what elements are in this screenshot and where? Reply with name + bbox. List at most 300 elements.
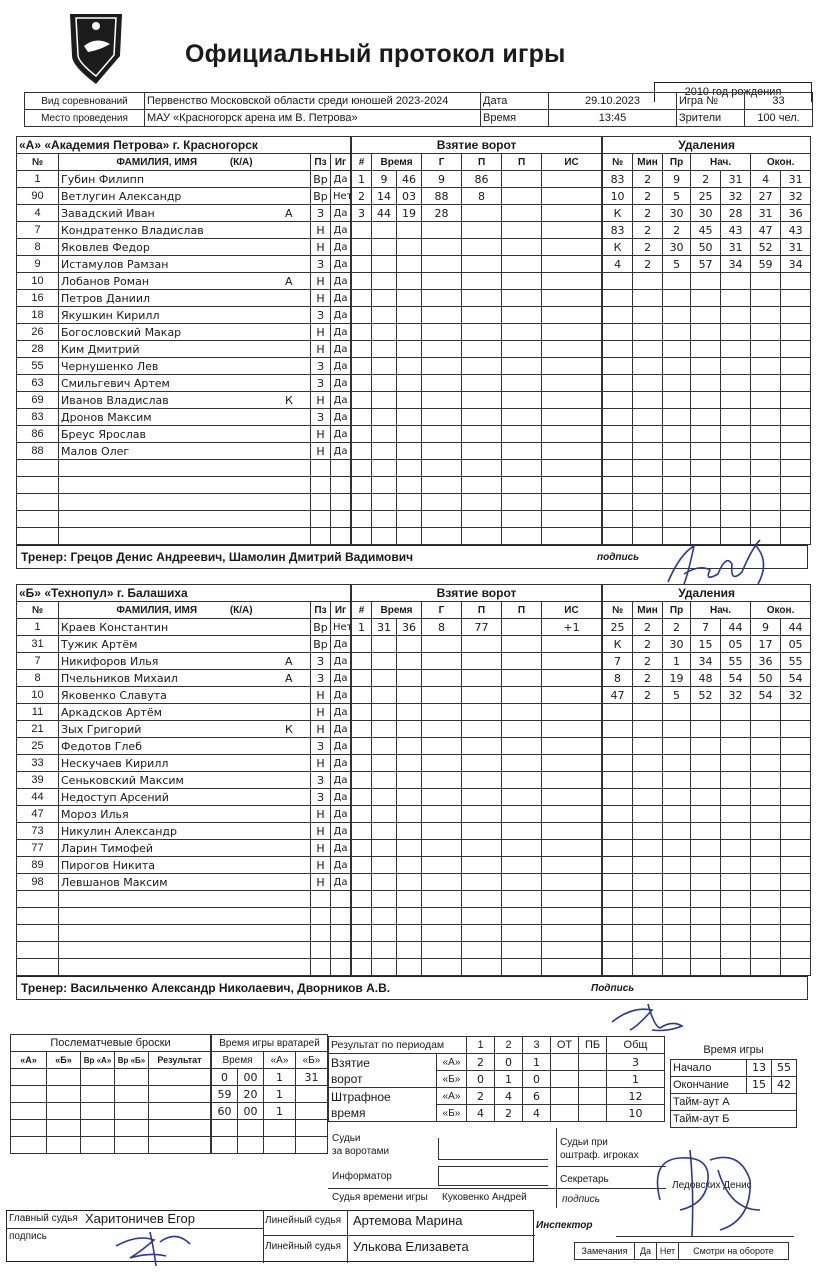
- goal-min: 9: [372, 171, 397, 188]
- secretary-name: Ледовских Денис: [672, 1180, 752, 1191]
- player-position: З: [311, 256, 331, 273]
- goal-p2: [502, 942, 542, 959]
- player-position: [311, 511, 331, 528]
- goal-p2: [502, 619, 542, 636]
- penalty-row: [603, 789, 811, 806]
- player-name-cell: [59, 375, 311, 392]
- shootout-col-a: «А»: [11, 1052, 47, 1069]
- player-name: Ветлугин Александр: [61, 189, 182, 203]
- goal-sec: [397, 738, 422, 755]
- penalty-e2: [781, 290, 811, 307]
- goals-a-p1: 2: [467, 1054, 495, 1071]
- goal-idx: [352, 494, 372, 511]
- penalty-row: [603, 511, 811, 528]
- player-name-cell: [59, 477, 311, 494]
- goal-row: [352, 222, 602, 239]
- goal-g: [422, 670, 462, 687]
- goal-idx: [352, 874, 372, 891]
- penalty-e1: 31: [751, 205, 781, 222]
- player-name-cell: [59, 307, 311, 324]
- goal-p2: [502, 704, 542, 721]
- player-role: А: [285, 671, 293, 685]
- penalty-s1: [691, 840, 721, 857]
- penalty-s1: [691, 738, 721, 755]
- player-name: Аркадсков Артём: [61, 705, 162, 719]
- penalty-e1: [751, 738, 781, 755]
- player-played: [331, 511, 351, 528]
- goal-min: [372, 704, 397, 721]
- goal-g: [422, 687, 462, 704]
- penalty-min: [633, 324, 663, 341]
- gk-m: 60: [212, 1103, 238, 1120]
- goal-min: 44: [372, 205, 397, 222]
- player-position: [311, 925, 331, 942]
- penalty-pr: [663, 477, 691, 494]
- player-row: [17, 409, 351, 426]
- goal-p1: [462, 840, 502, 857]
- goals-row-label-2: ворот: [331, 1071, 363, 1086]
- goal-sec: [397, 721, 422, 738]
- goal-is: [542, 636, 602, 653]
- penalty-min: [633, 789, 663, 806]
- player-name: Дронов Максим: [61, 410, 152, 424]
- shootout-cell: [81, 1137, 115, 1154]
- player-position: [311, 494, 331, 511]
- goal-g: [422, 426, 462, 443]
- goal-row: [352, 409, 602, 426]
- shootout-cell: [47, 1120, 81, 1137]
- venue-value: МАУ «Красногорск арена им В. Петрова»: [145, 110, 481, 127]
- goal-is: [542, 375, 602, 392]
- penalty-num: [603, 494, 633, 511]
- goal-p2: [502, 823, 542, 840]
- player-number: 8: [17, 239, 59, 256]
- col-goal-idx: #: [352, 602, 372, 619]
- penalty-s2: [721, 874, 751, 891]
- end-minute: 42: [772, 1076, 797, 1093]
- penalty-s2: 32: [721, 188, 751, 205]
- penalty-e1: [751, 789, 781, 806]
- pen-b-p2: 2: [495, 1105, 523, 1122]
- game-label: Игра №: [677, 93, 745, 110]
- penalty-num: [603, 528, 633, 545]
- penalty-e1: 54: [751, 687, 781, 704]
- goal-min: [372, 653, 397, 670]
- goal-row: [352, 891, 602, 908]
- goalkeeper-time-table: [211, 1034, 328, 1154]
- goals-b-p2: 1: [495, 1071, 523, 1088]
- goal-is: [542, 188, 602, 205]
- col-assist-2: П: [502, 602, 542, 619]
- team-a-coach-signature: [660, 534, 780, 590]
- col-name: ФАМИЛИЯ, ИМЯ: [116, 156, 198, 168]
- penalty-num: [603, 426, 633, 443]
- goal-g: [422, 222, 462, 239]
- player-name: Тужик Артём: [61, 637, 138, 651]
- venue-label: Место проведения: [25, 110, 145, 127]
- goal-g: [422, 755, 462, 772]
- player-role: А: [285, 654, 293, 668]
- penalty-pr: [663, 324, 691, 341]
- player-role: А: [285, 206, 293, 220]
- goal-idx: [352, 891, 372, 908]
- player-name-cell: [59, 653, 311, 670]
- timeout-a-label: Тайм-аут А: [671, 1093, 797, 1110]
- player-number: 98: [17, 874, 59, 891]
- penalty-pr: [663, 721, 691, 738]
- pen-a-p2: 4: [495, 1088, 523, 1105]
- col-played: Иг: [331, 602, 351, 619]
- remarks-yes[interactable]: Да: [635, 1243, 657, 1260]
- penalty-e1: [751, 823, 781, 840]
- goal-idx: [352, 222, 372, 239]
- remarks-no[interactable]: Нет: [657, 1243, 679, 1260]
- player-name: Иванов Владислав: [61, 393, 169, 407]
- gk-col-b: «Б»: [296, 1052, 328, 1069]
- player-played: Да: [331, 426, 351, 443]
- goal-is: [542, 511, 602, 528]
- penalty-num: [603, 273, 633, 290]
- goal-row: [352, 806, 602, 823]
- goal-min: [372, 959, 397, 976]
- penalty-s2: [721, 704, 751, 721]
- col-goal-scorer: Г: [422, 154, 462, 171]
- penalty-s1: [691, 341, 721, 358]
- goal-row: [352, 188, 602, 205]
- goal-idx: [352, 239, 372, 256]
- goal-row: [352, 324, 602, 341]
- penalty-e1: [751, 755, 781, 772]
- team-a-sign-label: подпись: [597, 551, 640, 563]
- penalty-e2: [781, 375, 811, 392]
- penalty-s2: [721, 721, 751, 738]
- col-goal-is: ИС: [542, 154, 602, 171]
- player-position: Н: [311, 721, 331, 738]
- goal-g: [422, 256, 462, 273]
- goal-idx: [352, 772, 372, 789]
- goal-row: [352, 358, 602, 375]
- goal-p2: [502, 653, 542, 670]
- penalty-pr: [663, 341, 691, 358]
- penalty-pr: 9: [663, 171, 691, 188]
- goal-sec: [397, 959, 422, 976]
- penalty-e2: 05: [781, 636, 811, 653]
- goal-min: [372, 426, 397, 443]
- player-number: 4: [17, 205, 59, 222]
- goal-p1: [462, 874, 502, 891]
- col-pen-start: Нач.: [691, 602, 751, 619]
- player-number: 31: [17, 636, 59, 653]
- player-row: [17, 256, 351, 273]
- penalty-min: [633, 704, 663, 721]
- goal-row: [352, 341, 602, 358]
- goal-p2: [502, 460, 542, 477]
- penalty-e2: [781, 704, 811, 721]
- shootout-cell: [149, 1120, 211, 1137]
- player-position: Н: [311, 392, 331, 409]
- player-number: 10: [17, 687, 59, 704]
- penalty-pr: 1: [663, 653, 691, 670]
- penalty-min: [633, 307, 663, 324]
- goal-is: [542, 443, 602, 460]
- goal-sec: [397, 840, 422, 857]
- competition-value: Первенство Московской области среди юношей 2023-2024: [145, 93, 481, 110]
- goal-sec: [397, 908, 422, 925]
- penalty-e1: [751, 392, 781, 409]
- gk-s: [238, 1137, 264, 1154]
- player-row: [17, 738, 351, 755]
- penalty-e1: [751, 477, 781, 494]
- penalty-pr: [663, 511, 691, 528]
- player-number: 89: [17, 857, 59, 874]
- goal-row: [352, 239, 602, 256]
- player-number: 8: [17, 670, 59, 687]
- col-pen-reason: Пр: [663, 602, 691, 619]
- penalty-num: 8: [603, 670, 633, 687]
- penalty-e1: [751, 511, 781, 528]
- goal-is: [542, 772, 602, 789]
- goal-p1: [462, 273, 502, 290]
- total-header: Общ: [607, 1037, 665, 1054]
- penalty-row: [603, 806, 811, 823]
- penalty-row: [603, 256, 811, 273]
- goal-sec: [397, 307, 422, 324]
- goal-is: [542, 409, 602, 426]
- penalty-num: [603, 772, 633, 789]
- goals-a-ot: [551, 1054, 579, 1071]
- goal-p2: [502, 721, 542, 738]
- penalty-min: 2: [633, 188, 663, 205]
- col-pos: Пз: [311, 602, 331, 619]
- col-goal-is: ИС: [542, 602, 602, 619]
- player-number: 1: [17, 171, 59, 188]
- goal-g: [422, 477, 462, 494]
- penalty-row: [603, 426, 811, 443]
- goal-is: [542, 891, 602, 908]
- goal-g: [422, 874, 462, 891]
- goal-is: [542, 670, 602, 687]
- goal-row: [352, 511, 602, 528]
- penalty-row: [603, 239, 811, 256]
- penalty-s2: [721, 273, 751, 290]
- goal-min: [372, 273, 397, 290]
- penalty-min: 2: [633, 171, 663, 188]
- player-played: Нет: [331, 619, 351, 636]
- penalty-e1: [751, 857, 781, 874]
- penalty-row: [603, 409, 811, 426]
- goal-sec: [397, 670, 422, 687]
- player-played: Да: [331, 840, 351, 857]
- player-name-cell: [59, 273, 311, 290]
- penalty-e2: [781, 409, 811, 426]
- penalty-row: [603, 670, 811, 687]
- player-played: Да: [331, 670, 351, 687]
- gk-s: 00: [238, 1069, 264, 1086]
- penalty-min: [633, 426, 663, 443]
- goal-idx: [352, 670, 372, 687]
- player-position: З: [311, 375, 331, 392]
- col-pos: Пз: [311, 154, 331, 171]
- player-played: Да: [331, 755, 351, 772]
- penalty-num: [603, 925, 633, 942]
- penalty-e2: 55: [781, 653, 811, 670]
- player-number: [17, 477, 59, 494]
- player-played: Да: [331, 704, 351, 721]
- shootout-cell: [11, 1069, 47, 1086]
- goal-g: [422, 959, 462, 976]
- overtime-header: ОТ: [551, 1037, 579, 1054]
- shootout-header: ПБ: [579, 1037, 607, 1054]
- goal-g: [422, 721, 462, 738]
- pen-a-p1: 2: [467, 1088, 495, 1105]
- penalty-s2: 44: [721, 619, 751, 636]
- player-role: К: [285, 722, 293, 736]
- gk-col-a: «А»: [264, 1052, 296, 1069]
- player-position: З: [311, 307, 331, 324]
- player-name-cell: [59, 511, 311, 528]
- goal-idx: [352, 908, 372, 925]
- goal-min: [372, 511, 397, 528]
- penalty-e1: [751, 925, 781, 942]
- penalty-s1: 2: [691, 171, 721, 188]
- goal-g: [422, 772, 462, 789]
- player-number: 33: [17, 755, 59, 772]
- penalty-e1: [751, 908, 781, 925]
- shootout-cell: [47, 1103, 81, 1120]
- goal-min: [372, 942, 397, 959]
- penalty-row: [603, 205, 811, 222]
- player-position: З: [311, 653, 331, 670]
- penalty-s2: [721, 959, 751, 976]
- penalty-e2: 43: [781, 222, 811, 239]
- player-played: [331, 925, 351, 942]
- penalty-s2: [721, 891, 751, 908]
- goals-title: Взятие ворот: [352, 137, 602, 154]
- penalty-e2: [781, 721, 811, 738]
- team-b-goals: [351, 584, 602, 976]
- penalty-pr: [663, 443, 691, 460]
- goal-idx: [352, 426, 372, 443]
- goal-row: [352, 738, 602, 755]
- player-played: Нет: [331, 188, 351, 205]
- player-name-cell: [59, 738, 311, 755]
- player-number: 25: [17, 738, 59, 755]
- goal-idx: [352, 511, 372, 528]
- penalty-s2: [721, 806, 751, 823]
- penalty-pr: [663, 891, 691, 908]
- penalty-pr: [663, 273, 691, 290]
- goal-p2: [502, 443, 542, 460]
- goal-row: [352, 925, 602, 942]
- player-position: Н: [311, 222, 331, 239]
- penalty-num: [603, 375, 633, 392]
- player-row: [17, 494, 351, 511]
- penalty-pr: 30: [663, 636, 691, 653]
- penalty-min: [633, 511, 663, 528]
- penalty-row: [603, 460, 811, 477]
- spectators-value: 100 чел.: [745, 110, 813, 127]
- goal-p1: [462, 528, 502, 545]
- player-name-cell: [59, 823, 311, 840]
- goal-sec: [397, 806, 422, 823]
- penalty-e2: [781, 528, 811, 545]
- player-row: [17, 290, 351, 307]
- goal-p2: [502, 636, 542, 653]
- penalty-num: [603, 789, 633, 806]
- penalty-e2: [781, 806, 811, 823]
- gk-row: [212, 1069, 328, 1086]
- goal-g: [422, 857, 462, 874]
- player-played: [331, 959, 351, 976]
- player-number: 7: [17, 222, 59, 239]
- goal-idx: [352, 959, 372, 976]
- player-name: Истамулов Рамзан: [61, 257, 169, 271]
- goal-p1: [462, 789, 502, 806]
- penalty-e1: [751, 959, 781, 976]
- penalty-e1: [751, 772, 781, 789]
- player-name-cell: [59, 222, 311, 239]
- penalty-e1: 59: [751, 256, 781, 273]
- goal-idx: [352, 409, 372, 426]
- penalty-s2: 31: [721, 171, 751, 188]
- gk-s: 20: [238, 1086, 264, 1103]
- player-position: Н: [311, 857, 331, 874]
- secretary-label: Секретарь: [560, 1174, 609, 1185]
- penalty-s1: [691, 324, 721, 341]
- player-name: Сеньковский Максим: [61, 773, 184, 787]
- penalty-e2: [781, 324, 811, 341]
- player-name-cell: [59, 460, 311, 477]
- penalty-row: [603, 290, 811, 307]
- col-pen-num: №: [603, 154, 633, 171]
- goal-row: [352, 619, 602, 636]
- player-row: [17, 307, 351, 324]
- penalty-s2: [721, 738, 751, 755]
- penalty-e2: [781, 874, 811, 891]
- player-played: Да: [331, 772, 351, 789]
- penalty-e2: [781, 738, 811, 755]
- player-number: 7: [17, 653, 59, 670]
- team-b-name: «Технопул» г. Балашиха: [44, 586, 188, 600]
- player-played: [331, 460, 351, 477]
- goal-row: [352, 772, 602, 789]
- player-name: Богословский Макар: [61, 325, 182, 339]
- shootout-cell: [11, 1103, 47, 1120]
- goal-p2: [502, 494, 542, 511]
- goal-min: [372, 636, 397, 653]
- goal-sec: 19: [397, 205, 422, 222]
- goals-a-p2: 0: [495, 1054, 523, 1071]
- penalty-pr: [663, 823, 691, 840]
- penalty-row: [603, 687, 811, 704]
- player-number: 88: [17, 443, 59, 460]
- penalty-min: 2: [633, 619, 663, 636]
- goals-b-p3: 0: [523, 1071, 551, 1088]
- player-position: З: [311, 789, 331, 806]
- penalty-s2: [721, 307, 751, 324]
- penalty-e1: 50: [751, 670, 781, 687]
- penalty-row: [603, 755, 811, 772]
- goal-sec: [397, 358, 422, 375]
- player-number: [17, 460, 59, 477]
- gk-b: [296, 1086, 328, 1103]
- player-name-cell: [59, 670, 311, 687]
- player-number: [17, 925, 59, 942]
- timekeeper-label: Судья времени игры: [332, 1192, 428, 1203]
- player-row: [17, 704, 351, 721]
- shootout-cell: [81, 1120, 115, 1137]
- player-played: Да: [331, 307, 351, 324]
